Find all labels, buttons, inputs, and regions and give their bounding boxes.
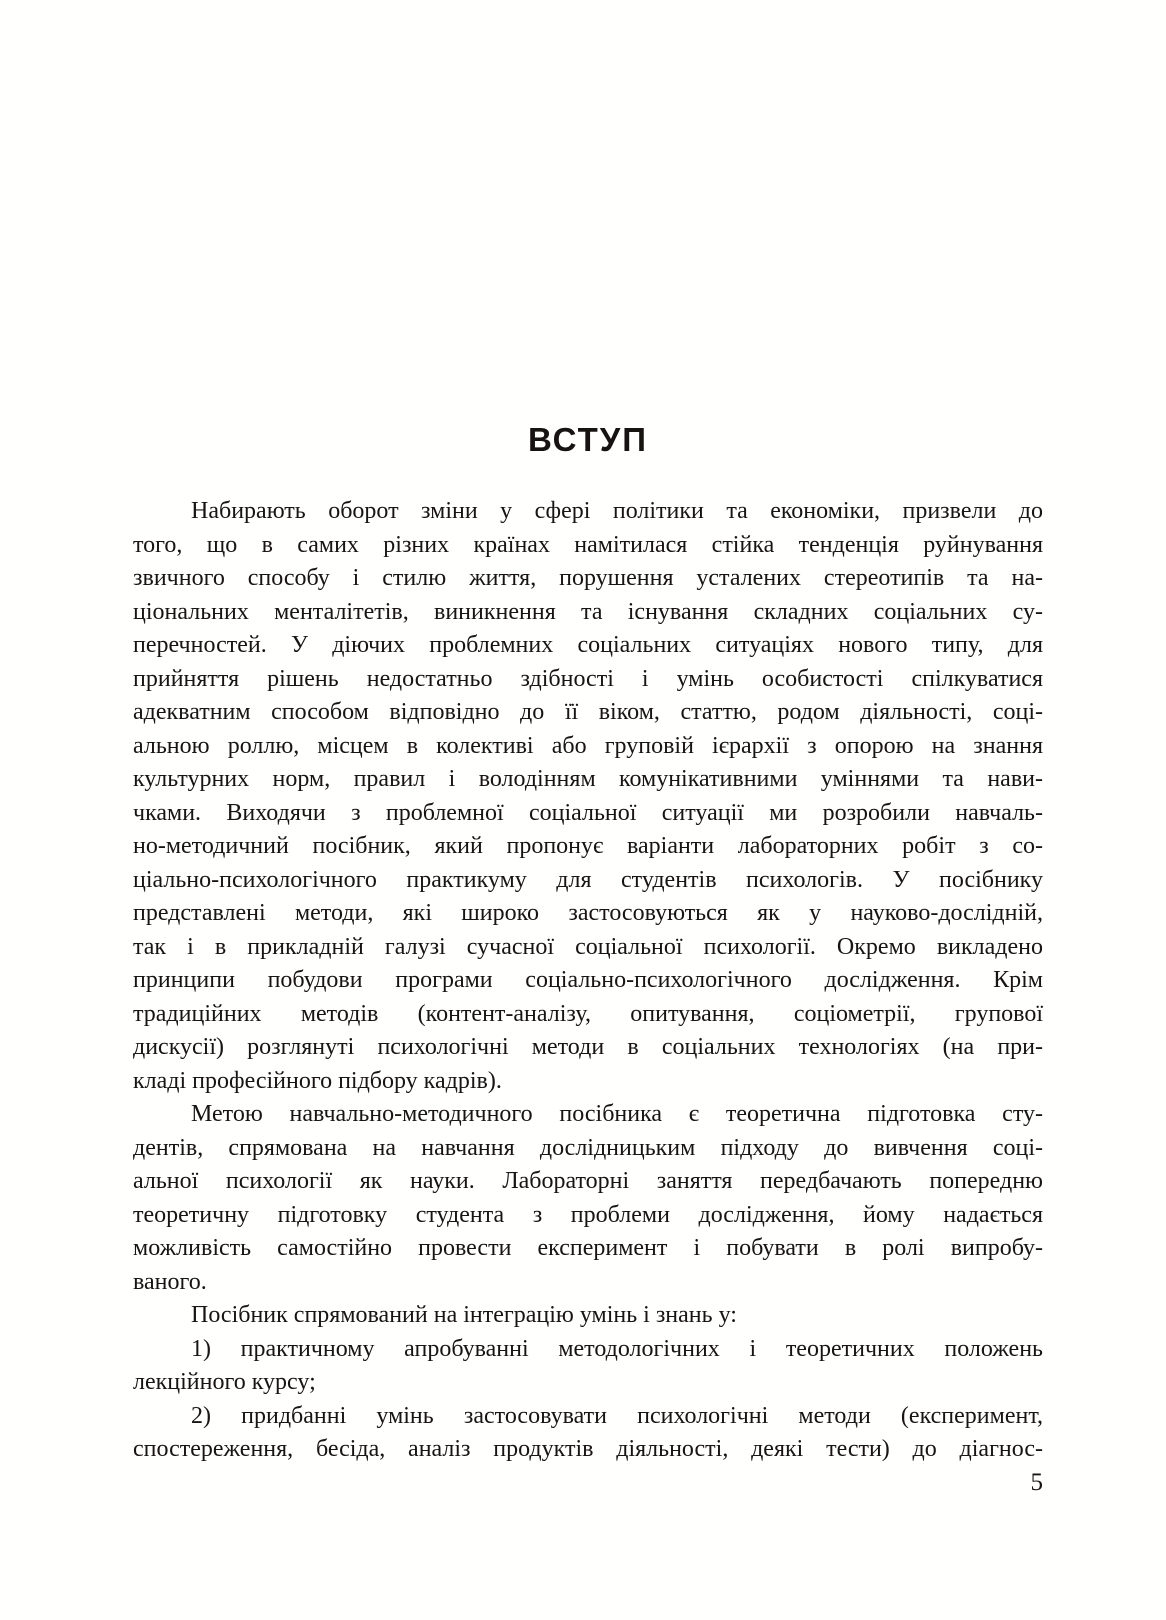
text-line: перечностей. У діючих проблемних соціальних ситуаціях нового типу, для — [133, 632, 1043, 658]
text-line: дискусії) розглянуті психологічні методи в соціальних технологіях (на при- — [133, 1034, 1043, 1060]
text-line: спостереження, бесіда, аналіз продуктів діяльності, деякі тести) до діагнос- — [133, 1436, 1043, 1462]
text-line: того, що в самих різних країнах намітилася стійка тенденція руйнування — [133, 531, 1043, 558]
text-line: теоретичну підготовку студента з проблеми дослідження, йому надається — [133, 1201, 1043, 1228]
page-number: 5 — [1030, 1469, 1043, 1496]
text-line: можливість самостійно провести експеримент і побувати в ролі випробу- — [133, 1235, 1043, 1261]
document-body — [133, 495, 1043, 1467]
text-line: ціональних менталітетів, виникнення та існування складних соціальних су- — [133, 598, 1043, 625]
text-line: адекватним способом відповідно до її віком, статтю, родом діяльності, соці- — [133, 699, 1043, 725]
text-line: представлені методи, які широко застосовуються як у науково-дослідній, — [133, 900, 1043, 926]
page-title: ВСТУП — [528, 421, 648, 458]
text-line: 1) практичному апробуванні методологічних і теоретичних положень — [191, 1335, 1043, 1362]
text-line: дентів, спрямована на навчання дослідницьким підходу до вивчення соці- — [133, 1134, 1043, 1161]
text-line: Посібник спрямований на інтеграцію умінь і знань у: — [191, 1302, 737, 1328]
text-line: так і в прикладній галузі сучасної соціальної психології. Окремо викладено — [133, 933, 1043, 960]
text-line: принципи побудови програми соціально-психологічного дослідження. Крім — [133, 967, 1043, 993]
text-line: 2) придбанні умінь застосовувати психологічні методи (експеримент, — [191, 1402, 1043, 1429]
text-line: но-методичний посібник, який пропонує варіанти лабораторних робіт з со- — [133, 833, 1043, 859]
text-line: традиційних методів (контент-аналізу, опитування, соціометрії, групової — [133, 1000, 1043, 1027]
text-line: культурних норм, правил і володінням комунікативними уміннями та нави- — [133, 766, 1043, 792]
text-line: звичного способу і стилю життя, порушення усталених стереотипів та на- — [133, 565, 1043, 591]
text-line: прийняття рішень недостатньо здібності і умінь особистості спілкуватися — [133, 665, 1043, 692]
text-line: альною роллю, місцем в колективі або груповій ієрархії з опорою на знання — [133, 732, 1043, 759]
text-line: лекційного курсу; — [133, 1369, 316, 1395]
text-line: альної психології як науки. Лабораторні заняття передбачають попередню — [133, 1168, 1043, 1194]
text-line: чками. Виходячи з проблемної соціальної ситуації ми розробили навчаль- — [133, 799, 1043, 826]
text-line: Набирають оборот зміни у сфері політики та економіки, призвели до — [191, 498, 1043, 524]
text-line: ціально-психологічного практикуму для студентів психологів. У посібнику — [133, 866, 1043, 893]
text-line: Метою навчально-методичного посібника є теоретична підготовка сту- — [191, 1101, 1043, 1127]
text-line: ваного. — [133, 1268, 207, 1295]
text-line: кладі професійного підбору кадрів). — [133, 1067, 502, 1094]
